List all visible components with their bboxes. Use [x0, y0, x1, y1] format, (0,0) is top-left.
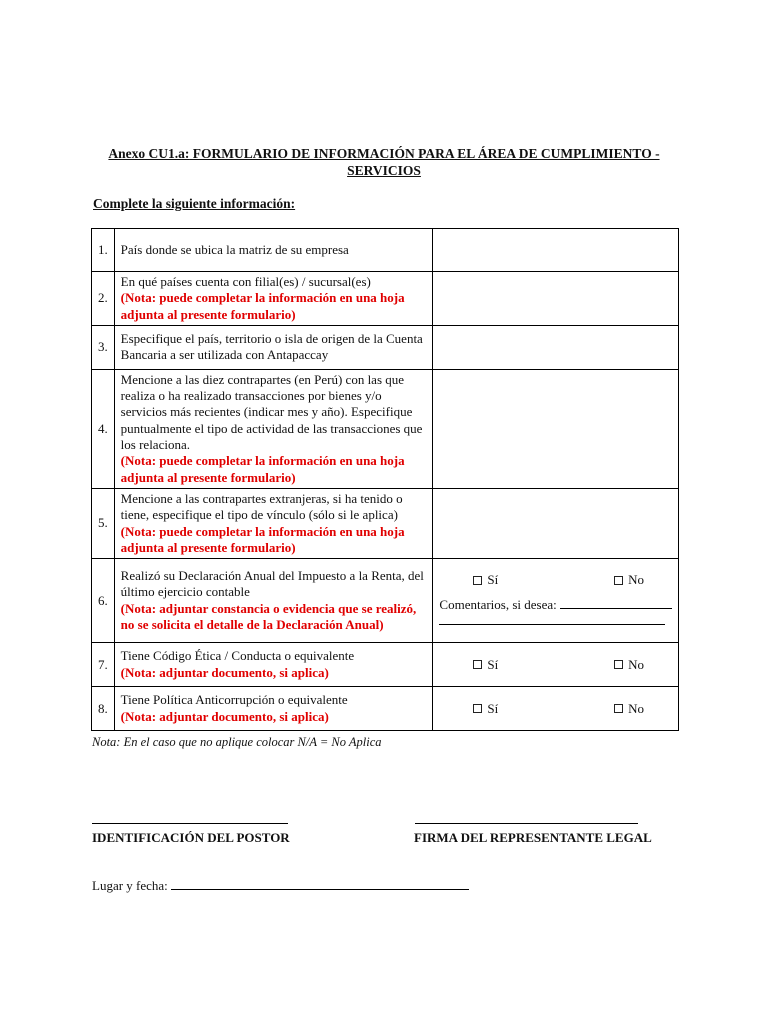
footnote: Nota: En el caso que no aplique colocar N/A = No Aplica	[92, 735, 382, 749]
no-label: No	[628, 656, 644, 672]
row-question	[114, 488, 433, 558]
question-text: Mencione a las diez contrapartes (en Perú) con las que realiza o ha realizado transacciones por bienes y/o servicios más recientes (indicar mes y año). Especifique puntualmente el tipo de actividad de las transacciones que los relaciona.	[120, 371, 423, 453]
yes-label: Sí	[487, 700, 499, 716]
row-question	[114, 643, 433, 687]
comment-label: Comentarios, si desea:	[439, 596, 557, 612]
information-table	[91, 228, 679, 731]
question-note: (Nota: puede completar la información en una hoja adjunta al presente formulario)	[120, 290, 405, 322]
table-row	[92, 643, 679, 687]
row-question	[114, 369, 433, 488]
question-note: (Nota: puede completar la información en una hoja adjunta al presente formulario)	[120, 523, 405, 555]
table-row	[92, 272, 679, 326]
no-label: No	[628, 700, 644, 716]
question-note: (Nota: adjuntar constancia o evidencia que se realizó, no se solicita el detalle de la Declaración Anual)	[120, 600, 417, 632]
checkbox-icon[interactable]	[614, 576, 623, 585]
yes-no-choice	[439, 701, 672, 717]
answer-field-3[interactable]	[433, 325, 679, 369]
table-row	[92, 687, 679, 731]
table-row	[92, 325, 679, 369]
row-question	[114, 272, 433, 326]
answer-cell-6	[433, 559, 679, 643]
title-line2: SERVICIOS	[347, 163, 421, 178]
answer-field-5[interactable]	[433, 488, 679, 558]
row-number: 4.	[92, 369, 115, 488]
legal-rep-label: FIRMA DEL REPRESENTANTE LEGAL	[414, 830, 652, 845]
row-question	[114, 325, 433, 369]
no-option[interactable]	[614, 572, 644, 588]
answer-cell-7	[433, 643, 679, 687]
checkbox-icon[interactable]	[473, 660, 482, 669]
yes-option[interactable]	[473, 701, 498, 717]
question-text: Tiene Política Anticorrupción o equivalente	[120, 692, 348, 708]
question-note: (Nota: puede completar la información en una hoja adjunta al presente formulario)	[120, 453, 405, 485]
table-row	[92, 369, 679, 488]
row-number: 8.	[92, 687, 115, 731]
checkbox-icon[interactable]	[473, 576, 482, 585]
question-text: Realizó su Declaración Anual del Impuesto a la Renta, del último ejercicio contable	[120, 568, 424, 600]
answer-field-1[interactable]	[433, 229, 679, 272]
section-subtitle: Complete la siguiente información:	[93, 196, 296, 211]
row-question	[114, 229, 433, 272]
question-text: Mencione a las contrapartes extranjeras, si ha tenido o tiene, especifique el tipo de vínculo (sólo si le aplica)	[120, 490, 403, 523]
no-option[interactable]	[614, 701, 644, 717]
row-number: 3.	[92, 325, 115, 369]
postor-label: IDENTIFICACIÓN DEL POSTOR	[92, 830, 290, 845]
answer-field-4[interactable]	[433, 369, 679, 488]
place-date-label: Lugar y fecha:	[92, 878, 168, 893]
row-number: 7.	[92, 643, 115, 687]
no-option[interactable]	[614, 657, 644, 673]
question-text: Especifique el país, territorio o isla de origen de la Cuenta Bancaria a ser utilizada con Antapaccay	[120, 331, 423, 363]
question-text: En qué países cuenta con filial(es) / sucursal(es)	[120, 274, 371, 289]
checkbox-icon[interactable]	[473, 704, 482, 713]
table-row	[92, 488, 679, 558]
yes-no-choice	[439, 657, 672, 673]
row-number: 6.	[92, 559, 115, 643]
question-text: País donde se ubica la matriz de su empresa	[120, 241, 349, 257]
question-note: (Nota: adjuntar documento, si aplica)	[120, 664, 329, 680]
table-row	[92, 229, 679, 272]
yes-label: Sí	[487, 572, 499, 588]
question-note: (Nota: adjuntar documento, si aplica)	[120, 708, 329, 724]
yes-option[interactable]	[473, 657, 498, 673]
row-question	[114, 687, 433, 731]
legal-signature-line[interactable]	[415, 823, 638, 824]
comment-field[interactable]	[439, 597, 672, 630]
postor-signature-line[interactable]	[92, 823, 288, 824]
answer-cell-8	[433, 687, 679, 731]
checkbox-icon[interactable]	[614, 704, 623, 713]
row-number: 2.	[92, 272, 115, 326]
title-prefix: Anexo CU1.a:	[108, 146, 190, 161]
checkbox-icon[interactable]	[614, 660, 623, 669]
question-text: Tiene Código Ética / Conducta o equivalente	[120, 648, 355, 664]
document-title	[92, 145, 676, 179]
yes-no-choice	[439, 572, 672, 588]
place-date-field	[92, 878, 469, 894]
comment-line-2[interactable]	[439, 614, 665, 625]
yes-option[interactable]	[473, 572, 498, 588]
row-number: 5.	[92, 488, 115, 558]
yes-label: Sí	[487, 656, 499, 672]
comment-line[interactable]	[560, 608, 672, 609]
row-question	[114, 559, 433, 643]
no-label: No	[628, 572, 644, 588]
title-main: FORMULARIO DE INFORMACIÓN PARA EL ÁREA DE CUMPLIMIENTO -	[189, 146, 660, 161]
place-date-line[interactable]	[171, 889, 469, 890]
row-number: 1.	[92, 229, 115, 272]
answer-field-2[interactable]	[433, 272, 679, 326]
table-row	[92, 559, 679, 643]
